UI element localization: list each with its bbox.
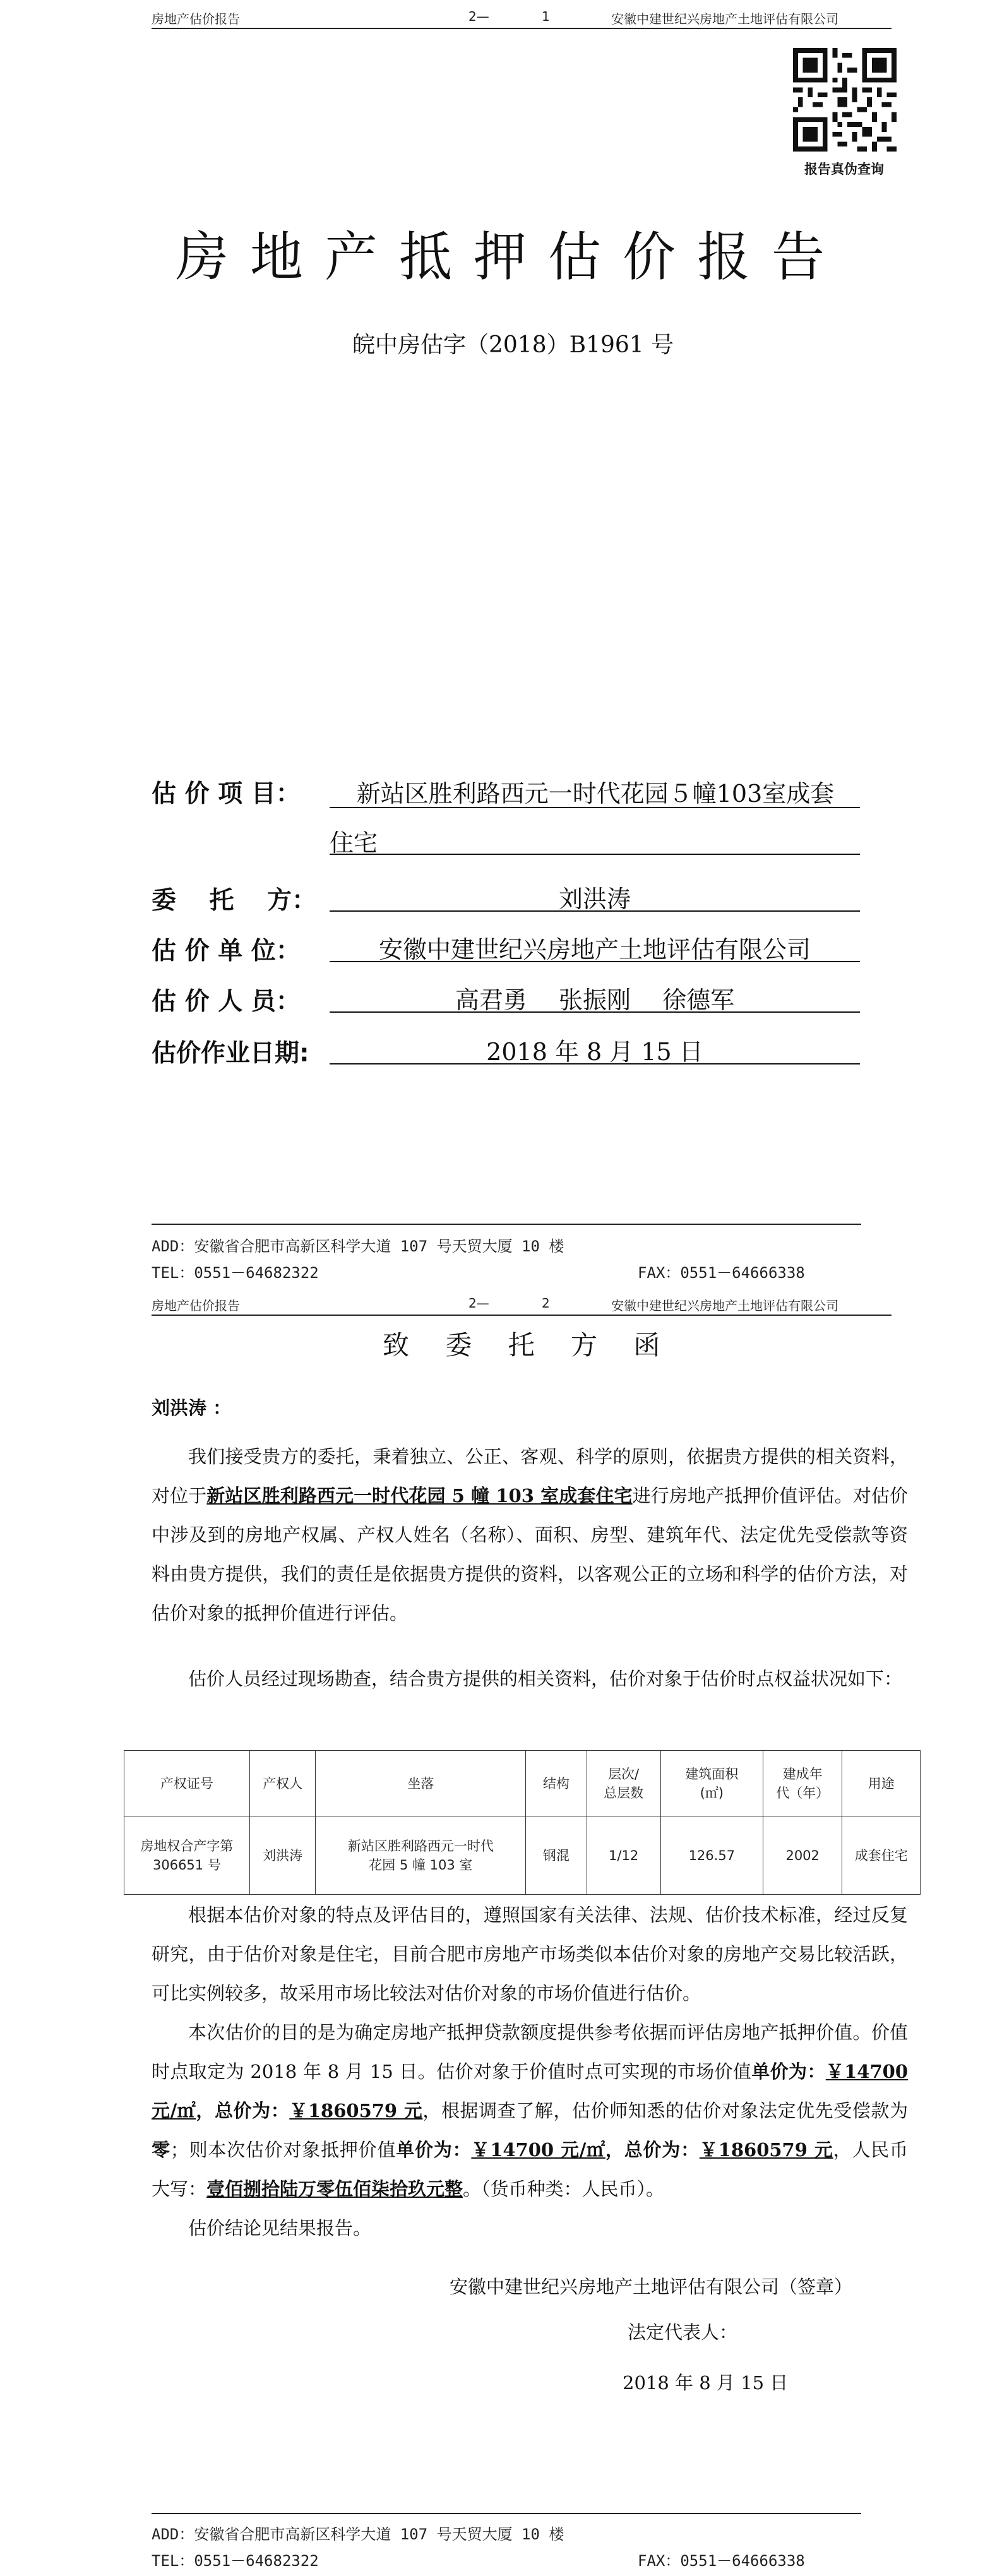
mortgage-total-price-label: 总价为：: [624, 2139, 700, 2161]
valuers-value: 高君勇 张振刚 徐德军: [455, 986, 735, 1014]
table-cell: 1/12: [587, 1816, 660, 1895]
table-header-row: [124, 1751, 921, 1816]
footer-fax: FAX：0551－64666338: [638, 1264, 805, 1282]
project-value-line1: 新站区胜利路西元一时代花园５幢103室成套: [356, 780, 835, 808]
priority-claims-value: 零: [152, 2139, 170, 2161]
footer-rule: [152, 2513, 861, 2514]
table-cell: 钢混: [526, 1816, 587, 1895]
project-underline-2: [330, 854, 860, 855]
valuers-underline: [330, 1011, 860, 1013]
amount-in-words: 壹佰捌拾陆万零伍佰柒拾玖元整: [206, 2178, 463, 2200]
header-page-number: 1: [542, 9, 550, 24]
mortgage-unit-price: ￥14700 元/㎡: [471, 2139, 605, 2161]
table-header-cell: 层次/ 总层数: [587, 1751, 660, 1816]
footer-address: ADD：安徽省合肥市高新区科学大道 107 号天贸大厦 10 楼: [152, 1237, 564, 1255]
footer-fax: FAX：0551－64666338: [638, 2552, 805, 2570]
qr-caption: 报告真伪查询: [804, 162, 884, 177]
paragraph-4: [152, 2013, 908, 2209]
footer-address: ADD：安徽省合肥市高新区科学大道 107 号天贸大厦 10 楼: [152, 2525, 564, 2543]
client-value: 刘洪涛: [558, 885, 631, 913]
mortgage-unit-price-label: 单价为：: [396, 2139, 472, 2161]
header-page-number: 2: [542, 1296, 550, 1311]
table-header-cell: 坐落: [316, 1751, 526, 1816]
report-title: 房地产抵押估价报告: [176, 226, 847, 288]
table-cell: 刘洪涛: [249, 1816, 316, 1895]
table-cell: 126.57: [660, 1816, 763, 1895]
paragraph-3: 根据本估价对象的特点及评估目的，遵照国家有关法律、法规、估价技术标准，经过反复研究，由于估价对象是住宅，目前合肥市房地产市场类似本估价对象的房地产交易比较活跃，可比实例较多，故采用市场比较法对估价对象的市场价值进行估价。: [152, 1904, 908, 2004]
valuer-unit-label: 估 价 单 位：: [152, 937, 301, 965]
table-cell: 成套住宅: [842, 1816, 921, 1895]
table-header-cell: 结构: [526, 1751, 587, 1816]
footer-tel: TEL：0551－64682322: [152, 2552, 319, 2570]
paragraph-2: 估价人员经过现场勘查，结合贵方提供的相关资料，估价对象于估价时点权益状况如下：: [188, 1668, 903, 1690]
market-unit-price: ￥14700 元/㎡: [152, 2061, 908, 2121]
property-address: 新站区胜利路西元一时代花园 5 幢 103 室成套住宅: [206, 1485, 633, 1506]
para1-text-a: 我们接受贵方的委托，秉着独立、公正、客观、科学的原则，依据贵方提供的相关资料，对位于: [152, 1446, 908, 1506]
comma: ，: [605, 2139, 624, 2161]
table-row: [124, 1816, 921, 1895]
market-unit-price-label: 单价为：: [751, 2061, 826, 2082]
header-page-prefix: 2—: [468, 1296, 489, 1311]
valuer-unit-value: 安徽中建世纪兴房地产土地评估有限公司: [378, 936, 811, 963]
table-header-cell: 产权证号: [124, 1751, 250, 1816]
project-label: 估 价 项 目：: [152, 780, 301, 808]
market-total-price-label: 总价为：: [214, 2100, 290, 2121]
paragraph-5: 估价结论见结果报告。: [188, 2217, 372, 2239]
comma: ，: [196, 2100, 215, 2121]
project-value-line2: 住宅: [330, 829, 378, 857]
header-right: 安徽中建世纪兴房地产土地评估有限公司: [611, 11, 838, 27]
work-date-label: 估价作业日期:: [152, 1039, 309, 1068]
para4-text-a: 本次估价的目的是为确定房地产抵押贷款额度提供参考依据而评估房地产抵押价值。价值时点取定为 2018 年 8 月 15 日。估价对象于价值时点可实现的市场价值: [152, 2022, 908, 2082]
mortgage-total-price: ￥1860579 元: [699, 2139, 833, 2161]
footer-tel: TEL：0551－64682322: [152, 1264, 319, 1282]
table-cell: 房地权合产字第 306651 号: [124, 1816, 250, 1895]
signature-representative: 法定代表人：: [628, 2322, 738, 2343]
para4-text-i: ；则本次估价对象抵押价值: [170, 2139, 397, 2161]
header-left: 房地产估价报告: [152, 1298, 240, 1313]
client-label: 委 托 方：: [152, 886, 317, 915]
footer-rule: [152, 1224, 861, 1225]
table-cell: 2002: [763, 1816, 842, 1895]
para4-text-o: ，人民币大写：: [152, 2139, 908, 2200]
client-underline: [330, 910, 860, 912]
work-date-value: 2018 年 8 月 15 日: [486, 1038, 703, 1066]
letter-title: 致 委 托 方 函: [383, 1330, 674, 1361]
document-number: 皖中房估字（2018）B1961 号: [352, 332, 674, 358]
table-cell: 新站区胜利路西元一时代 花园 5 幢 103 室: [316, 1816, 526, 1895]
para4-text-g: ，根据调查了解，估价师知悉的估价对象法定优先受偿款为: [422, 2100, 908, 2121]
header-page-prefix: 2—: [468, 9, 489, 24]
project-underline-1: [330, 807, 860, 808]
valuers-label: 估 价 人 员：: [152, 987, 301, 1016]
work-date-underline: [330, 1063, 860, 1064]
signature-date: 2018 年 8 月 15 日: [623, 2372, 789, 2394]
table-header-cell: 建筑面积 (㎡): [660, 1751, 763, 1816]
para1-text-c: 进行房地产抵押价值评估。对估价中涉及到的房地产权属、产权人姓名（名称）、面积、房型、建筑年代、法定优先受偿款等资料由贵方提供，我们的责任是依据贵方提供的资料，以客观公正的立场和科学的估价方法，对估价对象的抵押价值进行评估。: [152, 1485, 908, 1624]
table-header-cell: 建成年 代（年）: [763, 1751, 842, 1816]
table-header-cell: 产权人: [249, 1751, 316, 1816]
salutation: 刘洪涛 ：: [152, 1397, 232, 1419]
property-info-table: [124, 1750, 921, 1895]
header-left: 房地产估价报告: [152, 11, 240, 27]
paragraph-1: [152, 1437, 908, 1633]
valuer-unit-underline: [330, 961, 860, 962]
market-total-price: ￥1860579 元: [289, 2100, 423, 2121]
table-header-cell: 用途: [842, 1751, 921, 1816]
header-rule: [152, 1315, 892, 1316]
para4-text-q: 。（货币种类：人民币）。: [463, 2178, 665, 2200]
qr-code-icon[interactable]: [793, 48, 897, 152]
signature-company: 安徽中建世纪兴房地产土地评估有限公司（签章）: [450, 2276, 853, 2298]
header-right: 安徽中建世纪兴房地产土地评估有限公司: [611, 1298, 838, 1313]
header-rule: [152, 28, 892, 29]
